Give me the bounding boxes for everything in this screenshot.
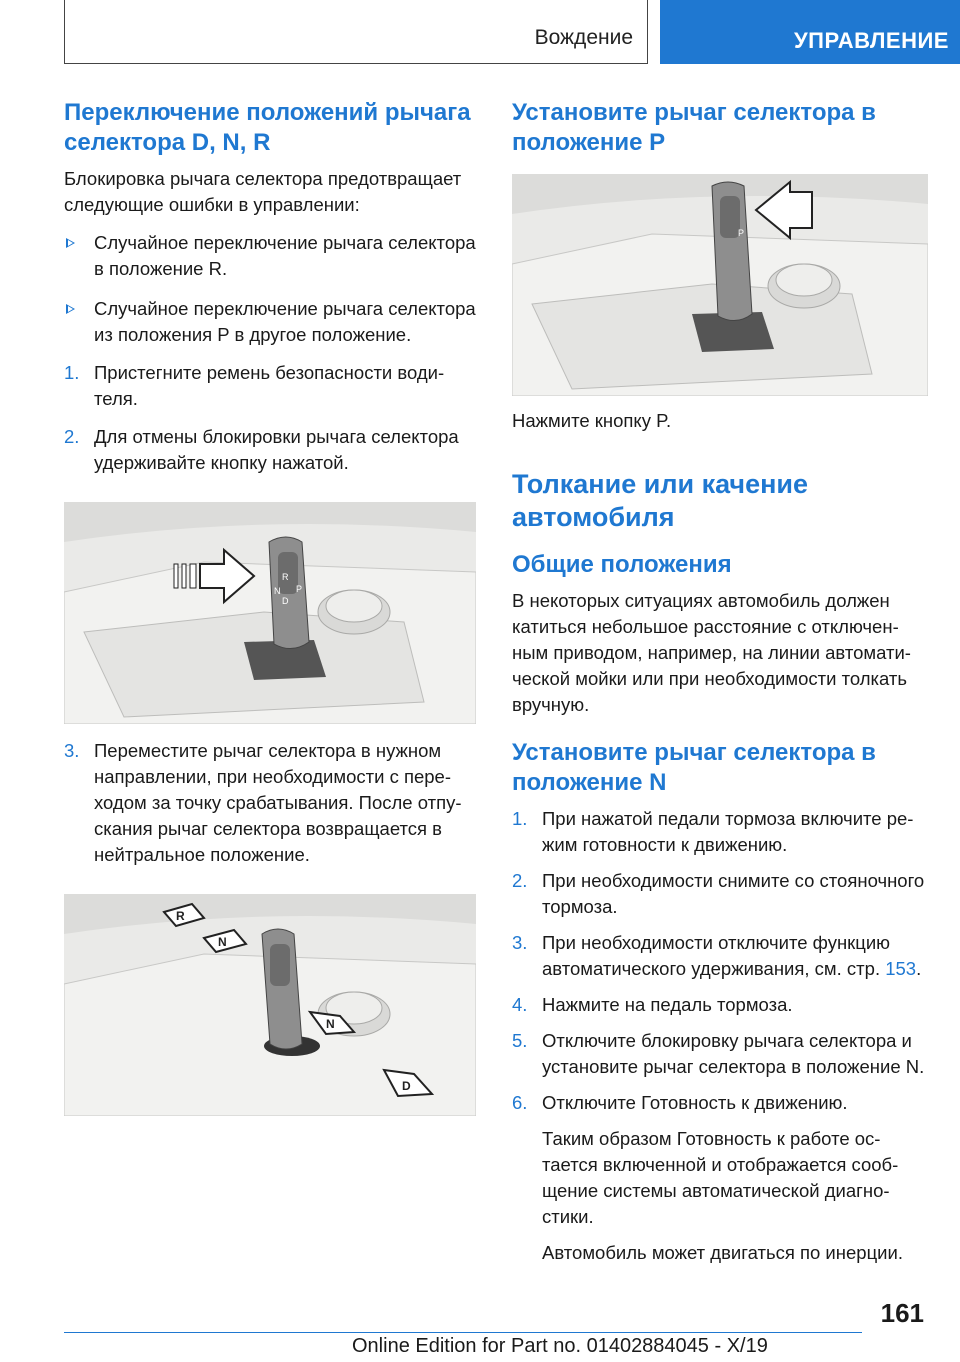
gear-label-p: P [738,228,745,238]
bullet-item [64,296,476,348]
step-text: При нажатой педали тормоза включите режим готовности к движению. [542,808,914,855]
arrow-label-n-up: N [218,935,227,949]
step-number: 3. [512,932,528,953]
step-number: 6. [512,1092,528,1113]
intro-paragraph: Блокировка рычага селектора предотвращает следующие ошибки в управлении: [64,168,462,215]
step-number: 2. [512,870,528,891]
step-item [512,1090,928,1116]
step-text: Нажмите на педаль тормоза. [542,994,793,1015]
section-heading-position-n: Установите рычаг селектора в положение N [512,739,876,796]
step-number: 1. [64,362,80,383]
step-text: Пристегните ремень безопасности водителя. [94,362,445,409]
triangle-bullet-icon [66,304,75,314]
step-text: При необходимости отключите функцию автоматического удерживания, см. стр. [542,932,891,979]
gear-selector-figure-shift [64,894,476,1116]
step-note: Таким образом Готовность к работе остается включенной и отображается сообщение системы автоматической диагностики. [542,1128,899,1227]
step-text: При необходимости снимите со стояночного тормоза. [542,870,925,917]
gear-selector-figure-p [512,174,928,396]
gear-label-d: D [282,596,289,606]
step-number: 5. [512,1030,528,1051]
general-paragraph: В некоторых ситуациях автомобиль должен катиться небольшое расстояние с отключенным приводом, например, на линии автоматической мойки или при необходимости толкать вручную. [512,590,911,715]
step-number: 1. [512,808,528,829]
page-number: 161 [880,1298,924,1328]
left-column [64,98,476,1116]
step-item [64,424,476,476]
step-text: Отключите Готовность к движению. [542,1092,848,1113]
step-item [512,992,928,1018]
step-note: Автомобиль может двигаться по инерции. [542,1242,903,1263]
step-item [512,868,928,920]
step-item [64,738,476,868]
page-reference-link[interactable]: 153 [885,958,917,979]
step-item [64,360,476,412]
arrow-label-r: R [176,909,185,923]
gear-label-n: N [274,586,281,596]
step-text: Для отмены блокировки рычага селектора удерживайте кнопку нажатой. [94,426,459,473]
bullet-text: Случайное переключение рычага селектора из положения P в другое положение. [94,298,476,345]
gear-selector-figure-unlock [64,502,476,724]
step-suffix: . [916,958,922,979]
arrow-label-n-down: N [326,1017,335,1031]
footer-edition: Online Edition for Part no. 01402884045 - X/19 [352,1335,768,1357]
step-item [512,930,928,982]
right-column [512,98,928,1266]
header-chapter-tab[interactable]: УПРАВЛЕНИЕ [660,0,960,64]
step-number: 4. [512,994,528,1015]
press-p-text: Нажмите кнопку P. [512,410,672,431]
chapter-heading-towing: Толкание или качение автомобиля [512,469,809,532]
step-item [512,806,928,858]
header-section-title: Вождение [534,26,633,49]
step-number: 3. [64,740,80,761]
step-text: Отключите блокировку рычага селектора и установите рычаг селектора в положение N. [542,1030,925,1077]
gear-label-r: R [282,572,289,582]
footer-divider [64,1332,862,1333]
step-text: Переместите рычаг селектора в нужном направлении, при необходимости с переходом за точку срабатывания. После отпускания рычаг селектора возвращается в нейтральное положение. [94,740,462,865]
step-item [512,1028,928,1080]
section-heading-position-p: Установите рычаг селектора в положение P [512,99,876,156]
triangle-bullet-icon [66,238,75,248]
step-number: 2. [64,426,80,447]
bullet-item [64,230,476,282]
section-heading-shift: Переключение положений рычага селектора D, N, R [64,99,471,156]
subsection-heading-general: Общие положения [512,551,732,578]
header-frame [64,0,648,64]
gear-label-p: P [296,584,303,594]
arrow-label-d: D [402,1079,411,1093]
bullet-text: Случайное переключение рычага селектора в положение R. [94,232,476,279]
